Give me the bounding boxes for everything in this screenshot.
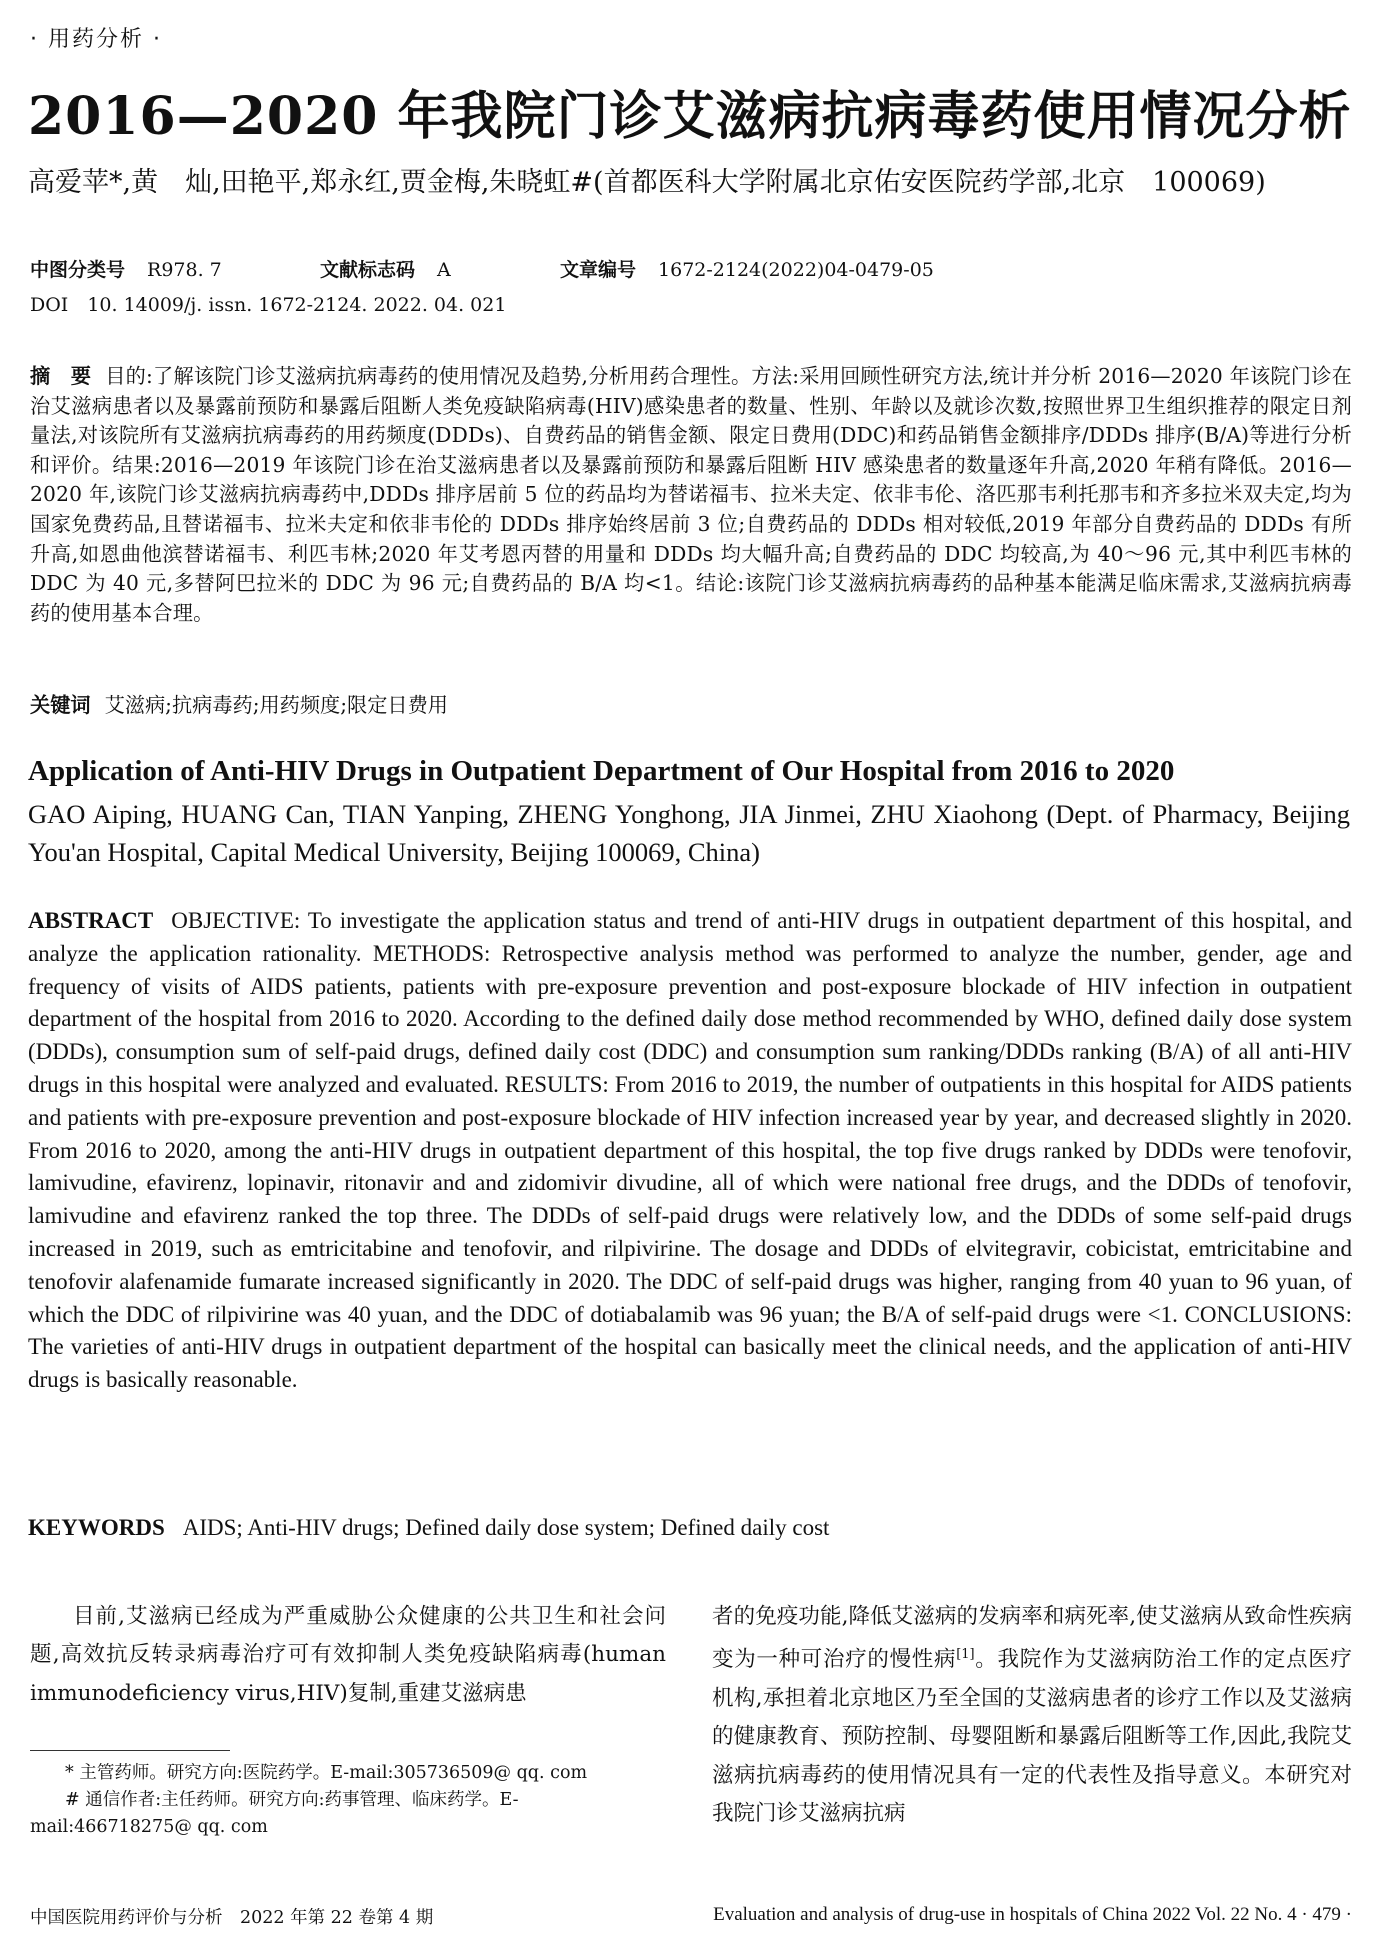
- section-tag: · 用药分析 ·: [30, 27, 162, 52]
- citation-1: [1]: [956, 1647, 975, 1663]
- body-left-column: 目前,艾滋病已经成为严重威胁公众健康的公共卫生和社会问题,高效抗反转录病毒治疗可有效抑制人类免疫缺陷病毒(human immunodeficiency virus,HIV)复制,重建艾滋病患: [30, 1604, 666, 1706]
- article-title-en: Application of Anti-HIV Drugs in Outpatient Department of Our Hospital from 2016 to 2020: [28, 755, 1175, 787]
- keywords-cn: [30, 689, 1352, 718]
- body-right-column: [712, 1598, 1352, 1834]
- keywords-cn-label: 关键词: [30, 693, 91, 717]
- article-no-value: 1672-2124(2022)04-0479-05: [658, 259, 934, 281]
- keywords-en-text: AIDS; Anti-HIV drugs; Defined daily dose system; Defined daily cost: [182, 1515, 830, 1540]
- doi: DOI 10. 14009/j. issn. 1672-2124. 2022. 04. 021: [30, 294, 507, 316]
- authors-en: GAO Aiping, HUANG Can, TIAN Yanping, ZHENG Yonghong, JIA Jinmei, ZHU Xiaohong (Dept. of Pharmacy, Beijing You'an Hospital, Capital Medical University, Beijing 100069, China): [28, 799, 1350, 867]
- abstract-en-label: ABSTRACT: [28, 908, 154, 933]
- footnotes: [30, 1760, 666, 1841]
- keywords-cn-text: 艾滋病;抗病毒药;用药频度;限定日费用: [104, 693, 448, 717]
- article-no-label: 文章编号: [560, 259, 637, 281]
- footnote-author: * 主管药师。研究方向:医院药学。E-mail:305736509@ qq. com: [65, 1763, 588, 1783]
- abstract-cn-text: 目的:了解该院门诊艾滋病抗病毒药的使用情况及趋势,分析用药合理性。方法:采用回顾性研究方法,统计并分析 2016—2020 年该院门诊在治艾滋病患者以及暴露前预防和暴露后阻断人类免疫缺陷病毒(HIV)感染患者的数量、性别、年龄以及就诊次数,按照世界卫生组织推荐的限定日剂量法,对该院所有艾滋病抗病毒药的用药频度(DDDs)、自费药品的销售金额、限定日费用(DDC)和药品销售金额排序/DDDs 排序(B/A)等进行分析和评价。结果:2016—2019 年该院门诊在治艾滋病患者以及暴露前预防和暴露后阻断 HIV 感染患者的数量逐年升高,2020 年稍有降低。2016—2020 年,该院门诊艾滋病抗病毒药中,DDDs 排序居前 5 位的药品均为替诺福韦、拉米夫定、依非韦伦、洛匹那韦利托那韦和齐多拉米双夫定,均为国家免费药品,且替诺福韦、拉米夫定和依非韦伦的 DDDs 排序始终居前 3 位;自费药品的 DDDs 相对较低,2019 年部分自费药品的 DDDs 有所升高,如恩曲他滨替诺福韦、利匹韦林;2020 年艾考恩丙替的用量和 DDDs 均大幅升高;自费药品的 DDC 均较高,为 40～96 元,其中利匹韦林的 DDC 为 40 元,多替阿巴拉米的 DDC 为 96 元;自费药品的 B/A 均<1。结论:该院门诊艾滋病抗病毒药的品种基本能满足临床需求,艾滋病抗病毒药的使用基本合理。: [30, 364, 1352, 625]
- abstract-en: [28, 905, 1352, 1397]
- footnote-rule: [30, 1750, 230, 1751]
- clc-value: R978. 7: [147, 259, 222, 281]
- footnote-corresponding: # 通信作者:主任药师。研究方向:药事管理、临床药学。E-mail:466718275@ qq. com: [30, 1790, 519, 1837]
- article-title-cn: 2016—2020 年我院门诊艾滋病抗病毒药使用情况分析: [28, 86, 1352, 147]
- doc-code-value: A: [437, 259, 451, 281]
- classification-row: [30, 255, 934, 282]
- keywords-en: [28, 1515, 1352, 1541]
- body-right-text-b: 。我院作为艾滋病防治工作的定点医疗机构,承担着北京地区乃至全国的艾滋病患者的诊疗工作以及艾滋病的健康教育、预防控制、母婴阻断和暴露后阻断等工作,因此,我院艾滋病抗病毒药的使用情况具有一定的代表性及指导意义。本研究对我院门诊艾滋病抗病: [712, 1647, 1352, 1827]
- abstract-cn: [30, 362, 1352, 628]
- footer-journal-cn: 中国医院用药评价与分析 2022 年第 22 卷第 4 期: [30, 1908, 434, 1928]
- abstract-cn-label: 摘 要: [30, 364, 92, 388]
- keywords-en-label: KEYWORDS: [28, 1515, 165, 1540]
- footer-journal-en: Evaluation and analysis of drug-use in hospitals of China 2022 Vol. 22 No. 4 · 479 ·: [713, 1904, 1352, 1925]
- abstract-en-text: OBJECTIVE: To investigate the application status and trend of anti-HIV drugs in outpatient department of this hospital, and analyze the application rationality. METHODS: Retrospective analysis method was performed to analyze the number, gender, age and frequency of visits of AIDS patients, patients with pre-exposure prevention and post-exposure blockade of HIV infection in outpatient department of the hospital from 2016 to 2020. According to the defined daily dose method recommended by WHO, defined daily dose system (DDDs), consumption sum of self-paid drugs, defined daily cost (DDC) and consumption sum ranking/DDDs ranking (B/A) of all anti-HIV drugs in this hospital were analyzed and evaluated. RESULTS: From 2016 to 2019, the number of outpatients in this hospital for AIDS patients and patients with pre-exposure prevention and post-exposure blockade of HIV infection increased year by year, and decreased slightly in 2020. From 2016 to 2020, among the anti-HIV drugs in outpatient department of this hospital, the top five drugs ranked by DDDs were tenofovir, lamivudine, efavirenz, lopinavir, ritonavir and and zidomivir divudine, all of which were national free drugs, and the DDDs of tenofovir, lamivudine and efavirenz ranked the top three. The DDDs of self-paid drugs were relatively low, and the DDDs of some self-paid drugs increased in 2019, such as emtricitabine and tenofovir, and rilpivirine. The dosage and DDDs of elvitegravir, cobicistat, emtricitabine and tenofovir alafenamide fumarate increased significantly in 2020. The DDC of self-paid drugs was higher, ranging from 40 yuan to 96 yuan, of which the DDC of rilpivirine was 40 yuan, and the DDC of dotiabalamib was 96 yuan; the B/A of self-paid drugs were <1. CONCLUSIONS: The varieties of anti-HIV drugs in outpatient department of the hospital can basically meet the clinical needs, and the application of anti-HIV drugs is basically reasonable.: [28, 908, 1352, 1393]
- authors-cn: 高爱苹*,黄 灿,田艳平,郑永红,贾金梅,朱晓虹#(首都医科大学附属北京佑安医院药学部,北京 100069): [28, 167, 1266, 198]
- clc-label: 中图分类号: [30, 259, 126, 281]
- doc-code-label: 文献标志码: [320, 259, 416, 281]
- body-right-text-a: 者的免疫功能,降低艾滋病的发病率和病死率,使艾滋病从致命性疾病变为一种可治疗的慢性病: [712, 1604, 1352, 1673]
